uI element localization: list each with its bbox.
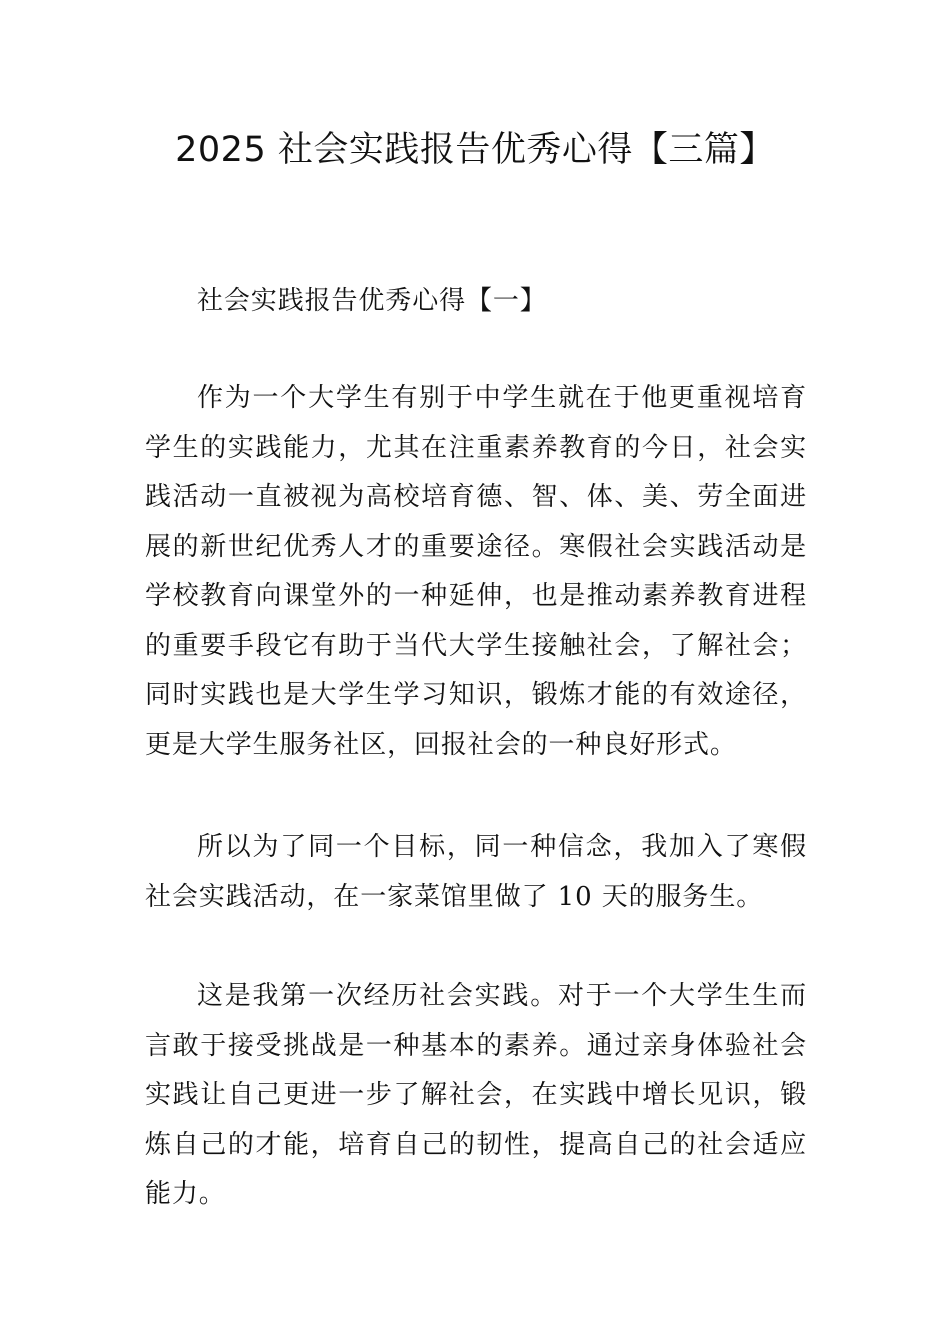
paragraph-1: 作为一个大学生有别于中学生就在于他更重视培育学生的实践能力，尤其在注重素养教育的今日，社会实践活动一直被视为高校培育德、智、体、美、劳全面进展的新世纪优秀人才的重要途径。寒假社会实践活动是学校教育向课堂外的一种延伸，也是推动素养教育进程的重要手段它有助于当代大学生接触社会，了解社会；同时实践也是大学生学习知识，锻炼才能的有效途径，更是大学生服务社区，回报社会的一种良好形式。: [145, 383, 807, 760]
paragraph-2: 所以为了同一个目标，同一种信念，我加入了寒假社会实践活动，在一家菜馆里做了 10 天的服务生。: [145, 832, 807, 912]
section-heading: 社会实践报告优秀心得【一】: [197, 286, 547, 316]
document-title: 2025 社会实践报告优秀心得【三篇】: [175, 130, 775, 170]
paragraph-3: 这是我第一次经历社会实践。对于一个大学生生而言敢于接受挑战是一种基本的素养。通过亲身体验社会实践让自己更进一步了解社会，在实践中增长见识，锻炼自己的才能，培育自己的韧性，提高自己的社会适应能力。: [145, 981, 807, 1209]
